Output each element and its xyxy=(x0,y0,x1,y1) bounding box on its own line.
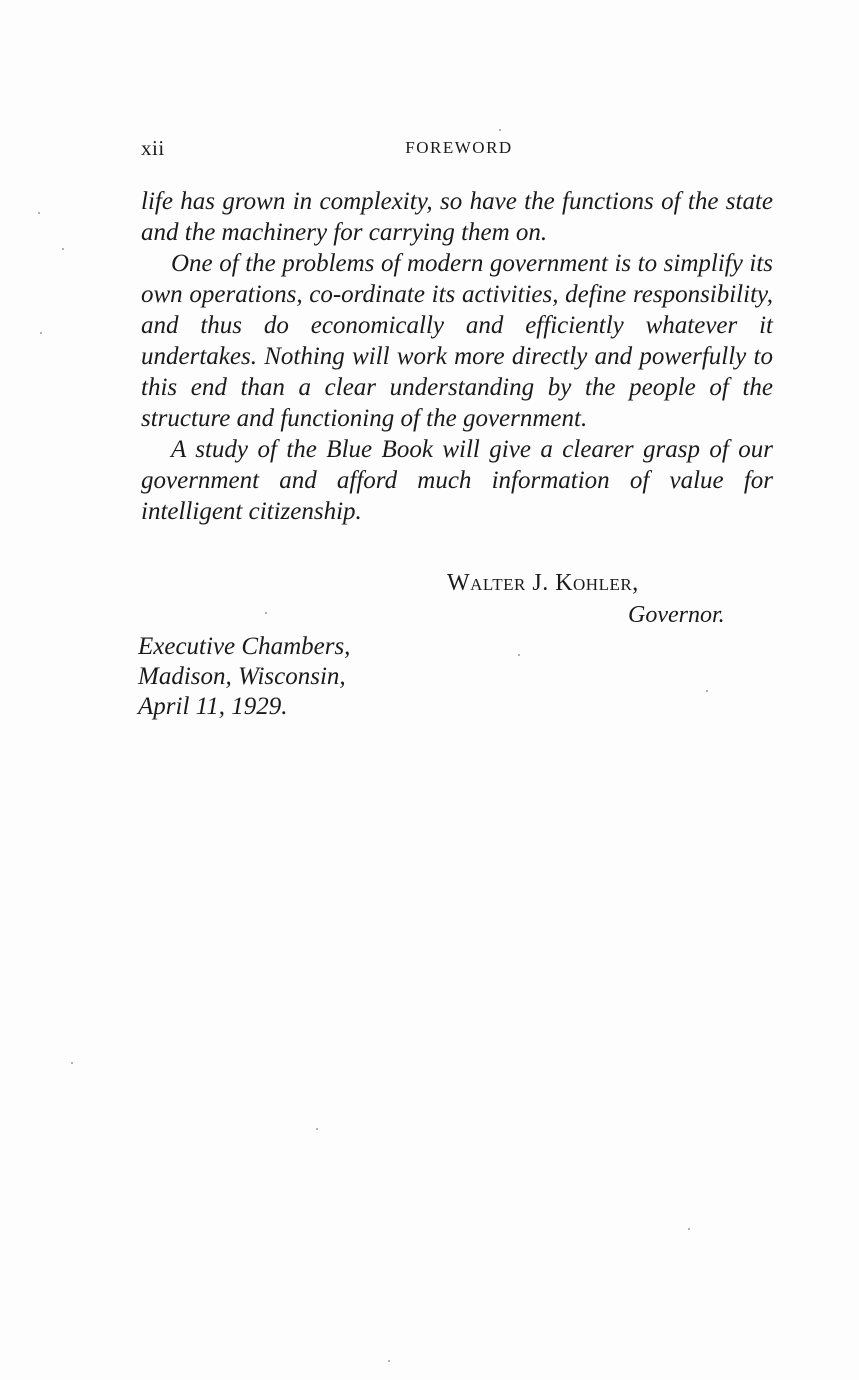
page-number: xii xyxy=(141,136,165,160)
paragraph-modern-government: One of the problems of modern government is to simplify its own operations, co-ordinate its activities, define responsibility, and thus do economically and efficiently whatever it undertakes. Nothing will work more directly and powerfully to this end than a clear understanding by the people of the structure and functioning of the government. xyxy=(141,250,773,432)
running-head xyxy=(141,136,771,164)
scan-speck xyxy=(688,1228,690,1230)
scan-speck xyxy=(40,332,42,334)
scan-speck xyxy=(499,129,501,131)
signatory-title: Governor. xyxy=(628,602,725,628)
place-line-city: Madison, Wisconsin, xyxy=(138,663,346,690)
place-line-chambers: Executive Chambers, xyxy=(138,633,351,660)
scan-speck xyxy=(388,1360,390,1362)
signature-block xyxy=(141,570,773,634)
date-line: April 11, 1929. xyxy=(138,693,288,720)
scan-speck xyxy=(62,248,64,250)
scan-speck xyxy=(71,1062,73,1064)
scan-speck xyxy=(265,612,267,614)
scan-speck xyxy=(518,654,520,656)
signatory-name: Walter J. Kohler, xyxy=(447,570,639,596)
place-date-block xyxy=(138,632,350,722)
paragraph-continuation: life has grown in complexity, so have the functions of the state and the machinery for carrying them on. xyxy=(141,188,773,246)
running-title: FOREWORD xyxy=(405,138,513,157)
scan-speck xyxy=(38,212,40,214)
scan-speck xyxy=(706,690,708,692)
scan-speck xyxy=(316,1128,318,1130)
paragraph-blue-book: A study of the Blue Book will give a clearer grasp of our government and afford much information of value for intelligent citizenship. xyxy=(141,436,773,525)
foreword-body xyxy=(141,186,773,527)
